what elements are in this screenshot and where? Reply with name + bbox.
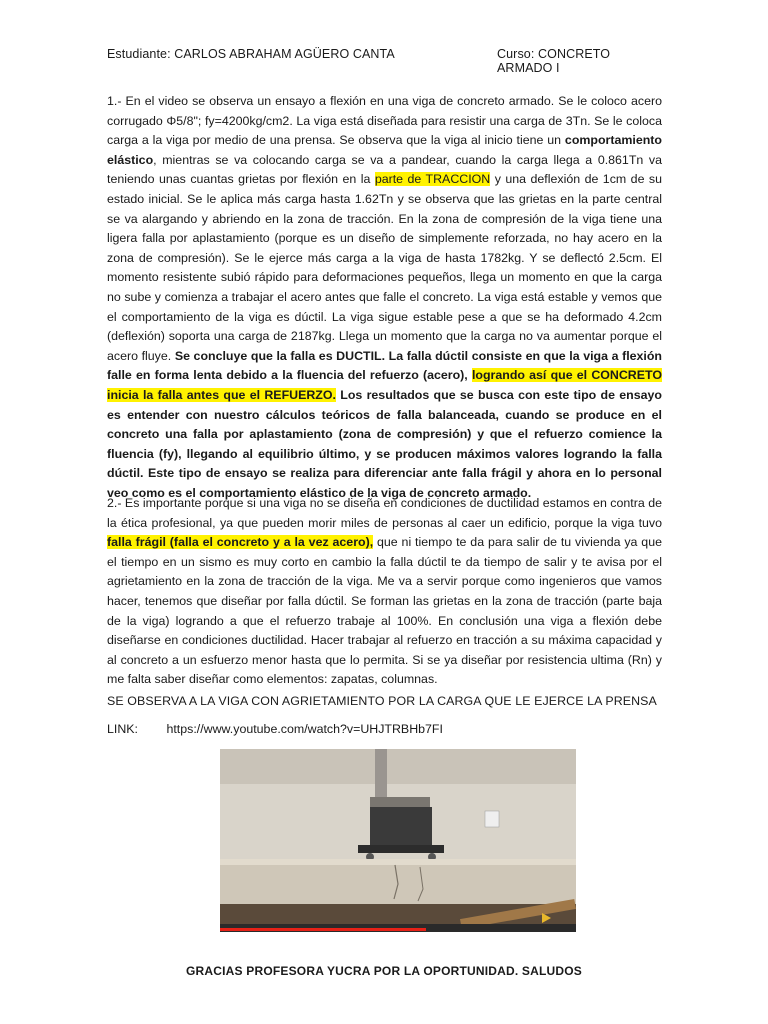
p1-highlight-concreto: CONCRETO bbox=[591, 368, 663, 383]
paragraph-2 bbox=[107, 494, 662, 690]
p1-highlight-logrando: logrando así que el bbox=[471, 368, 592, 383]
p1-bold-resultados: Los resultados que se busca con este tipo de ensayo es entender con nuestro cálculos teóricos de falla balanceada, cuando se produce en el concreto una falla por aplastamiento (zona de compresión) y que el refuerzo comience la fluencia (fy), llegando al equilibrio último, y se producen máximos valores logrando la falla dúctil. Este tipo de ensayo se realiza para diferenciar ante falla frágil y ahora en lo personal veo como es el comportamiento elástico de la viga de concreto armado. bbox=[107, 387, 662, 500]
photo-press-plate bbox=[370, 797, 430, 807]
video-link[interactable]: https://www.youtube.com/watch?v=UHJTRBHb7FI bbox=[166, 722, 443, 736]
p1-text: , mientras se va colocando carga se va a pandear, cuando la carga llega a 0.861Tn va teniendo unas cuantas grietas por flexión en la bbox=[107, 152, 662, 187]
p1-text: 1.- En el video se observa un ensayo a flexión en una viga de concreto armado. Se le coloco acero corrugado Φ5/8"; fy=4200kg/cm2. La viga está diseñada para resistir una carga de 3Tn. Se le coloca carga a la viga por medio de una prensa. Se observa que la viga al inicio tiene un bbox=[107, 94, 662, 148]
document-header bbox=[107, 47, 656, 75]
p2-text: que ni tiempo te da para salir de tu vivienda ya que el tiempo en un sismo es muy corto en cambio la falla dúctil te da tiempo de salir y te avisa por el agrietamiento en la zona de tracción de la viga. Me va a servir porque como ingenieros que vamos hacer, tenemos que diseñar por falla dúctil. Se forman las grietas en la zona de tracción (parte baja de la viga) logrando a que el refuerzo trabaje al 100%. En conclusión una viga a flexión debe diseñarse en condiciones ductilidad. Hacer trabajar al refuerzo en tracción a su máxima capacidad y al concreto a un esfuerzo menor hasta que lo permita. Si se ya diseñar por resistencia ultima (Rn) y me falta saber diseñar como elementos: zapatas, columnas. bbox=[107, 535, 662, 687]
link-row bbox=[107, 722, 443, 736]
student-name: Estudiante: CARLOS ABRAHAM AGÜERO CANTA bbox=[107, 47, 395, 61]
p1-bold-conclusion: Se concluye que la falla es DUCTIL. La falla dúctil consiste en que la viga a flexión falle en forma lenta debido a la fluencia del refuerzo (acero), bbox=[107, 348, 662, 383]
p1-text: y una deflexión de 1cm de su estado inicial. Se le aplica más carga hasta 1.62Tn y se observa que las grietas en la parte central se va alargando y abriendo en la zona de tracción. En la zona de compresión de la viga tiene una ligera falla por aplastamiento (porque es un diseño de simplemente reforzada, no hay acero en la zona de compresión). Se le ejerce más carga a la viga de hasta 1782kg. Y se deflectó 2.5cm. El momento resistente subió rápido para deformaciones pequeños, llega un momento en que la carga no sube y comienza a trabajar el acero antes que falle el concreto. La viga está estable y vemos que el comportamiento de la viga es dúctil. La viga sigue estable pese a que se ha deformado 4.2cm (deflexión) soporta una carga de 2187kg. Llega un momento que la carga no va aumentar porque el acero fluye. bbox=[107, 172, 662, 363]
beam-test-image bbox=[220, 749, 576, 932]
p1-highlight-traccion: parte de TRACCION bbox=[374, 172, 491, 187]
video-screenshot bbox=[220, 749, 576, 932]
photo-wall-shadow bbox=[220, 749, 576, 784]
photo-steel-flange bbox=[358, 845, 444, 853]
footer-message: GRACIAS PROFESORA YUCRA POR LA OPORTUNIDAD. SALUDOS bbox=[186, 964, 582, 978]
paragraph-1 bbox=[107, 92, 662, 503]
p2-highlight-falla-fragil: falla frágil (falla el concreto y a la vez acero), bbox=[107, 535, 374, 550]
photo-beam-top bbox=[220, 859, 576, 865]
photo-caption: SE OBSERVA A LA VIGA CON AGRIETAMIENTO POR LA CARGA QUE LE EJERCE LA PRENSA bbox=[107, 694, 657, 708]
photo-progress-bar bbox=[220, 928, 426, 931]
photo-steel-block bbox=[370, 807, 432, 847]
photo-outlet bbox=[485, 811, 499, 827]
link-label: LINK: bbox=[107, 722, 138, 736]
p1-highlight-falla: inicia la falla antes que el REFUERZO. bbox=[107, 387, 336, 402]
p2-text: 2.- Es importante porque si una viga no se diseña en condiciones de ductilidad estamos en contra de la ética profesional, ya que pueden morir miles de personas al caer un edificio, porque la viga tuvo bbox=[107, 496, 662, 530]
p1-bold-elastic: comportamiento elástico bbox=[107, 133, 662, 167]
photo-press-column bbox=[375, 749, 387, 801]
course-name: Curso: CONCRETO ARMADO I bbox=[497, 47, 611, 75]
